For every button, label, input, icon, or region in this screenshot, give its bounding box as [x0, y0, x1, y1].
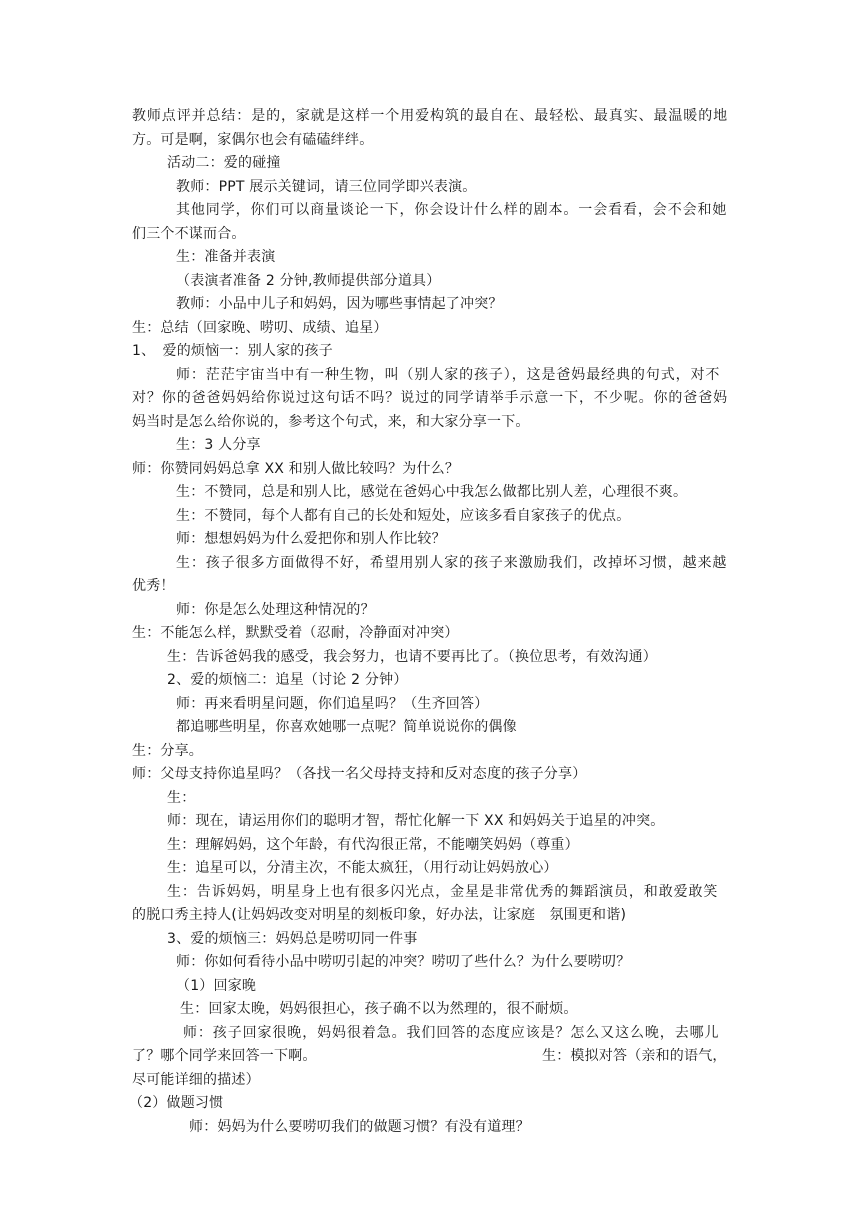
text-line: 教师点评并总结：是的，家就是这样一个用爱构筑的最自在、最轻松、最真实、最温暖的地	[132, 108, 728, 124]
text-line: 生：不赞同，每个人都有自己的长处和短处，应该多看自家孩子的优点。	[176, 508, 631, 524]
text-line: 师：现在，请运用你们的聪明才智，帮忙化解一下 XX 和妈妈关于追星的冲突。	[167, 813, 665, 829]
text-line: 生：不能怎么样，默默受着（忍耐，冷静面对冲突）	[132, 625, 459, 641]
section-heading: 活动二：爱的碰撞	[167, 155, 281, 171]
text-line: 生：	[167, 790, 196, 806]
text-line: 的脱口秀主持人(让妈妈改变对明星的刻板印象，好办法，让家庭 氛围更和谐)	[132, 907, 627, 923]
section-heading: 1、 爱的烦恼一：别人家的孩子	[132, 343, 333, 359]
text-line: 师：你赞同妈妈总拿 XX 和别人做比较吗？为什么？	[132, 461, 460, 477]
text-line: （表演者准备 2 分钟,教师提供部分道具）	[176, 273, 441, 289]
text-line: 都追哪些明星，你喜欢她哪一点呢？简单说说你的偶像	[176, 719, 517, 735]
text-line: 教师：PPT 展示关键词，请三位同学即兴表演。	[176, 179, 477, 195]
text-line: 生：告诉爸妈我的感受，我会努力，也请不要再比了。（换位思考，有效沟通）	[167, 649, 657, 665]
text-line: 生：理解妈妈，这个年龄，有代沟很正常，不能嘲笑妈妈（尊重）	[167, 837, 579, 853]
text-line: 生：回家太晚，妈妈很担心，孩子确不以为然理的，很不耐烦。	[180, 1001, 578, 1017]
text-line: 师：想想妈妈为什么爱把你和别人作比较？	[176, 531, 446, 547]
text-line: 方。可是啊，家偶尔也会有磕磕绊绊。	[132, 132, 374, 148]
text-line: 们三个不谋而合。	[132, 226, 246, 242]
section-heading: 3、爱的烦恼三：妈妈总是唠叨同一件事	[167, 931, 418, 947]
text-line: 生：告诉妈妈，明星身上也有很多闪光点，金星是非常优秀的舞蹈演员，和敢爱敢笑	[167, 884, 719, 900]
text-line: 生：追星可以，分清主次，不能太疯狂，（用行动让妈妈放心）	[167, 860, 558, 876]
text-line: 教师：小品中儿子和妈妈，因为哪些事情起了冲突？	[176, 296, 503, 312]
text-line: 师：你如何看待小品中唠叨引起的冲突？唠叨了些什么？为什么要唠叨？	[176, 954, 631, 970]
subsection-heading: （1）回家晚	[176, 978, 257, 994]
text-line: 生：准备并表演	[176, 249, 276, 265]
text-line: 生：不赞同，总是和别人比，感觉在爸妈心中我怎么做都比别人差，心理很不爽。	[176, 484, 688, 500]
text-line: 师：茫茫宇宙当中有一种生物，叫（别人家的孩子），这是爸妈最经典的句式，对不	[176, 367, 721, 383]
text-line: 师：孩子回家很晚，妈妈很着急。我们回答的态度应该是？怎么又这么晚，去哪儿	[183, 1025, 720, 1041]
text-line: 生：模拟对答（亲和的语气，	[542, 1048, 727, 1064]
text-line: 师：再来看明星问题，你们追星吗？（生齐回答）	[176, 696, 489, 712]
text-line: 优秀！	[132, 578, 175, 594]
text-line: 师：你是怎么处理这种情况的？	[176, 602, 375, 618]
text-line: 师：妈妈为什么要唠叨我们的做题习惯？有没有道理？	[189, 1119, 530, 1135]
text-line: 生：孩子很多方面做得不好，希望用别人家的孩子来激励我们，改掉坏习惯，越来越	[176, 555, 728, 571]
text-line: 对？你的爸爸妈妈给你说过这句话不吗？说过的同学请举手示意一下，不少呢。你的爸爸妈	[132, 390, 728, 406]
section-heading: 2、爱的烦恼二：追星（讨论 2 分钟）	[167, 672, 408, 688]
text-line: 尽可能详细的描述）	[132, 1072, 260, 1088]
text-line: 师：父母支持你追星吗？（各找一名父母持支持和反对态度的孩子分享）	[132, 766, 587, 782]
text-line: 其他同学，你们可以商量谈论一下，你会设计什么样的剧本。一会看看，会不会和她	[176, 202, 728, 218]
text-line: 生：总结（回家晚、唠叨、成绩、追星）	[132, 320, 388, 336]
text-line: 生：分享。	[132, 743, 203, 759]
subsection-heading: （2）做题习惯	[129, 1095, 224, 1111]
text-line: 生：3 人分享	[176, 437, 261, 453]
text-line: 了？哪个同学来回答一下啊。	[132, 1048, 317, 1064]
text-line: 妈当时是怎么给你说的，参考这个句式，来，和大家分享一下。	[132, 414, 530, 430]
